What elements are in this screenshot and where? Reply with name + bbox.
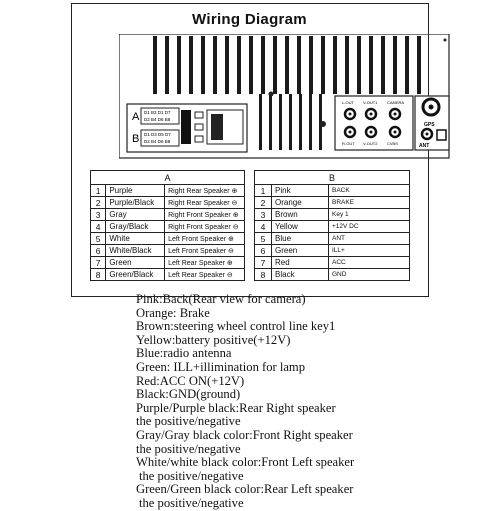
screw-hole	[320, 121, 326, 127]
table-row: 8 Green/Black Left Rear Speaker ⊖	[91, 269, 245, 281]
legend-line: the positive/negative	[136, 414, 241, 429]
legend-line: Green: ILL+illimination for lamp	[136, 359, 306, 374]
legend-line: Gray/Gray black color:Front Right speaker	[136, 427, 353, 442]
rout-label: R-OUT	[342, 141, 355, 146]
legend-line: Yellow:battery positive(+12V)	[136, 332, 291, 347]
lower-fins	[259, 94, 322, 150]
table-row: 8 Black GND	[255, 269, 410, 281]
table-row: 1 Purple Right Rear Speaker ⊕	[91, 185, 245, 197]
lout-label: L-OUT	[342, 100, 354, 105]
table-a-header: A	[91, 171, 245, 185]
screw-hole	[444, 39, 447, 42]
legend-line: White/white black color:Front Left speaker	[136, 455, 355, 470]
table-row: 4 Gray/Black Right Front Speaker ⊖	[91, 221, 245, 233]
table-row: 2 Purple/Black Right Rear Speaker ⊖	[91, 197, 245, 209]
diagram-title: Wiring Diagram	[192, 11, 307, 28]
table-row: 3 Brown Key 1	[255, 209, 410, 221]
table-row: 7 Red ACC	[255, 257, 410, 269]
vout1-label: V-OUT1	[363, 100, 378, 105]
connector-a-pins-bottom: D2 B4 D6 B8	[144, 117, 171, 122]
camera-label: CAMERA	[387, 100, 405, 105]
table-row: 1 Pink BACK	[255, 185, 410, 197]
screw-hole	[269, 92, 274, 97]
connector-latch	[181, 110, 191, 144]
wire-color-legend	[136, 293, 496, 511]
legend-line: Blue:radio antenna	[136, 346, 232, 361]
legend-line: the positive/negative	[139, 495, 244, 510]
legend-line: the positive/negative	[136, 441, 241, 456]
gps-label: GPS	[424, 122, 435, 128]
wiring-table-a	[90, 170, 245, 281]
connector-a-label: A	[132, 111, 140, 123]
legend-line: Black:GND(ground)	[136, 387, 241, 402]
vout2-label: V-OUT2	[363, 141, 378, 146]
table-row: 6 White/Black Left Front Speaker ⊖	[91, 245, 245, 257]
legend-line: Purple/Purple black:Rear Right speaker	[136, 400, 336, 415]
legend-line: Brown:steering wheel control line key1	[136, 319, 336, 334]
table-row: 6 Green ILL+	[255, 245, 410, 257]
table-b-header: B	[255, 171, 410, 185]
radio-unit-rear-illustration	[119, 34, 452, 160]
table-row: 7 Green Left Rear Speaker ⊕	[91, 257, 245, 269]
table-row: 2 Orange BRAKE	[255, 197, 410, 209]
table-row: 5 White Left Front Speaker ⊕	[91, 233, 245, 245]
legend-line: the positive/negative	[139, 468, 244, 483]
legend-line: Green/Green black color:Rear Left speaker	[136, 482, 354, 497]
connector-b-pins-bottom: D2 B4 D6 B8	[144, 139, 171, 144]
legend-line: Red:ACC ON(+12V)	[136, 373, 245, 388]
cvbs-label: CVBS	[387, 141, 398, 146]
wiring-table-b	[254, 170, 410, 281]
table-row: 5 Blue ANT	[255, 233, 410, 245]
legend-line: Orange: Brake	[136, 305, 210, 320]
connector-b-label: B	[132, 133, 140, 145]
table-row: 3 Gray Right Front Speaker ⊕	[91, 209, 245, 221]
legend-line: Pink:Back(Rear view for camera)	[136, 292, 306, 306]
heatsink-fins	[153, 36, 421, 94]
table-row: 4 Yellow +12V DC	[255, 221, 410, 233]
connector-a-pins-top: D1 B3 D1 D7	[144, 110, 171, 115]
connector-b-pins-top: D1 D3 D5 D7	[144, 132, 171, 137]
ant-label: ANT	[419, 143, 430, 149]
